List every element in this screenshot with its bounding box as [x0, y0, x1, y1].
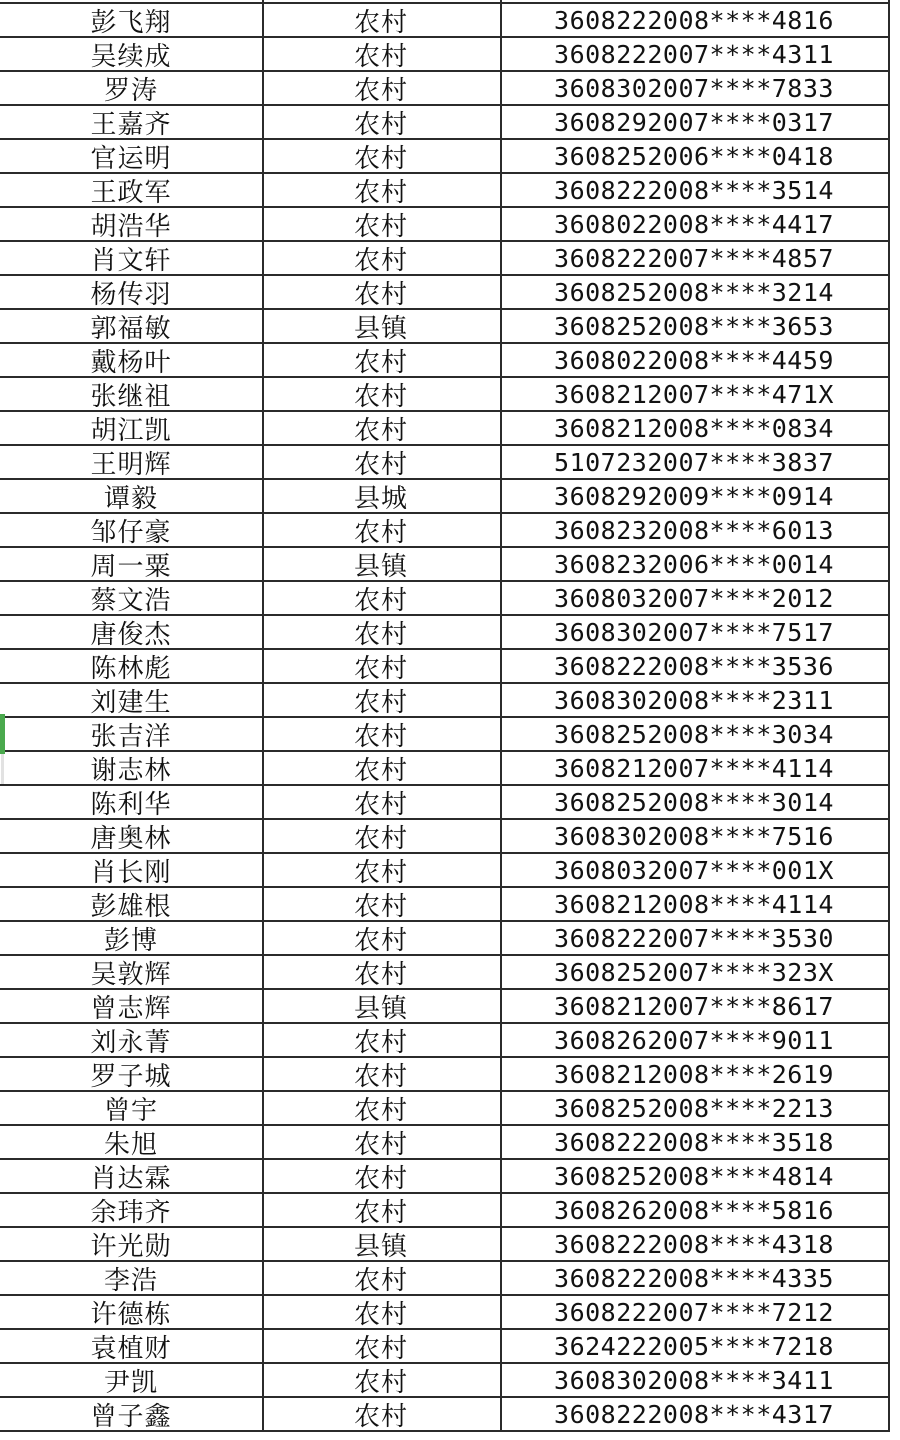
residence-category-cell[interactable]: 农村 — [353, 653, 408, 682]
student-name-cell[interactable]: 曾子鑫 — [90, 1401, 172, 1430]
residence-category-cell[interactable]: 农村 — [353, 143, 408, 172]
student-name-cell[interactable]: 王政军 — [90, 177, 172, 206]
selection-shadow — [1, 754, 4, 784]
id-number-cell[interactable]: 3608262008****5816 — [554, 1195, 834, 1225]
residence-category-cell[interactable]: 农村 — [353, 449, 408, 478]
student-name-cell[interactable]: 杨传羽 — [90, 279, 172, 308]
table-row — [0, 548, 890, 582]
partial-row-bottom — [0, 1432, 890, 1440]
student-name-cell[interactable]: 蔡文浩 — [90, 585, 172, 614]
residence-category-cell[interactable]: 农村 — [353, 687, 408, 716]
table-row — [0, 1058, 890, 1092]
student-name-cell[interactable]: 许德栋 — [90, 1299, 172, 1328]
id-number-cell[interactable]: 3608252008****2213 — [554, 1093, 834, 1123]
student-name-cell[interactable]: 彭飞翔 — [90, 7, 172, 36]
residence-category-cell[interactable]: 农村 — [353, 1333, 408, 1362]
student-name-cell[interactable]: 张继祖 — [90, 381, 172, 410]
id-number-cell[interactable]: 3608212008****0834 — [554, 413, 834, 443]
student-name-cell[interactable]: 王嘉齐 — [90, 109, 172, 138]
table-row — [0, 1330, 890, 1364]
student-name-cell[interactable]: 曾志辉 — [90, 993, 172, 1022]
id-number-cell[interactable]: 3608252008****3653 — [554, 311, 834, 341]
table-row — [0, 922, 890, 956]
id-number-cell[interactable]: 3608212007****8617 — [554, 991, 834, 1021]
table-row — [0, 208, 890, 242]
id-number-cell[interactable]: 3608222008****3514 — [554, 175, 834, 205]
table-row — [0, 1126, 890, 1160]
id-number-cell[interactable]: 3608212007****4114 — [554, 753, 834, 783]
student-name-cell[interactable]: 曾宇 — [103, 1095, 158, 1124]
table-row — [0, 412, 890, 446]
id-number-cell[interactable]: 3608232006****0014 — [554, 549, 834, 579]
residence-category-cell[interactable]: 农村 — [353, 245, 408, 274]
student-name-cell[interactable]: 肖长刚 — [90, 857, 172, 886]
residence-category-cell[interactable]: 农村 — [353, 959, 408, 988]
residence-category-cell[interactable]: 农村 — [353, 517, 408, 546]
student-name-cell[interactable]: 吴续成 — [90, 41, 172, 70]
residence-category-cell[interactable]: 农村 — [353, 41, 408, 70]
student-name-cell[interactable]: 王明辉 — [90, 449, 172, 478]
table-row — [0, 1262, 890, 1296]
table-row — [0, 1092, 890, 1126]
residence-category-cell[interactable]: 县镇 — [353, 551, 408, 580]
id-number-cell[interactable]: 3608302007****7517 — [554, 617, 834, 647]
id-number-cell[interactable]: 3608302008****3411 — [554, 1365, 834, 1395]
table-row — [0, 752, 890, 786]
student-name-cell[interactable]: 陈利华 — [90, 789, 172, 818]
table-row — [0, 1024, 890, 1058]
residence-category-cell[interactable]: 农村 — [353, 1265, 408, 1294]
residence-category-cell[interactable]: 农村 — [353, 891, 408, 920]
residence-category-cell[interactable]: 农村 — [353, 1367, 408, 1396]
residence-category-cell[interactable]: 农村 — [353, 1129, 408, 1158]
student-name-cell[interactable]: 罗子城 — [90, 1061, 172, 1090]
id-number-cell[interactable]: 5107232007****3837 — [554, 447, 834, 477]
id-number-cell[interactable]: 3608302008****7516 — [554, 821, 834, 851]
student-name-cell[interactable]: 袁植财 — [90, 1333, 172, 1362]
table-right-border — [888, 0, 890, 1440]
residence-category-cell[interactable]: 县城 — [353, 483, 408, 512]
column-divider-1 — [262, 0, 264, 1440]
table-row — [0, 854, 890, 888]
id-number-cell[interactable]: 3608032007****001X — [554, 855, 834, 885]
student-name-cell[interactable]: 余玮齐 — [90, 1197, 172, 1226]
column-divider-2 — [500, 0, 502, 1440]
table-row — [0, 990, 890, 1024]
student-name-cell[interactable]: 肖文轩 — [90, 245, 172, 274]
table-row — [0, 1228, 890, 1262]
student-name-cell[interactable]: 周一粟 — [90, 551, 172, 580]
residence-category-cell[interactable]: 农村 — [353, 177, 408, 206]
table-row — [0, 72, 890, 106]
table-row — [0, 820, 890, 854]
student-name-cell[interactable]: 邹仔豪 — [90, 517, 172, 546]
table-row — [0, 514, 890, 548]
residence-category-cell[interactable]: 农村 — [353, 755, 408, 784]
residence-category-cell[interactable]: 农村 — [353, 1299, 408, 1328]
student-name-cell[interactable]: 郭福敏 — [90, 313, 172, 342]
table-row — [0, 106, 890, 140]
id-number-cell[interactable]: 3608222008****4816 — [554, 5, 834, 35]
selected-cell-indicator — [0, 714, 5, 754]
table-row — [0, 4, 890, 38]
table-row — [0, 1160, 890, 1194]
id-number-cell[interactable]: 3608212008****4114 — [554, 889, 834, 919]
student-name-cell[interactable]: 张吉洋 — [90, 721, 172, 750]
id-number-cell[interactable]: 3608212007****471X — [554, 379, 834, 409]
table-row — [0, 1296, 890, 1330]
residence-category-cell[interactable]: 农村 — [353, 619, 408, 648]
table-row — [0, 140, 890, 174]
id-number-cell[interactable]: 3608222007****4311 — [554, 39, 834, 69]
id-number-cell[interactable]: 3608292007****0317 — [554, 107, 834, 137]
id-number-cell[interactable]: 3608262007****9011 — [554, 1025, 834, 1055]
student-name-cell[interactable]: 肖达霖 — [90, 1163, 172, 1192]
table-row — [0, 38, 890, 72]
table-row — [0, 1364, 890, 1398]
table-row — [0, 480, 890, 514]
residence-category-cell[interactable]: 农村 — [353, 381, 408, 410]
table-row — [0, 718, 890, 752]
id-number-cell[interactable]: 3608222008****4318 — [554, 1229, 834, 1259]
student-name-cell[interactable]: 尹凯 — [103, 1367, 158, 1396]
residence-category-cell[interactable]: 农村 — [353, 925, 408, 954]
residence-category-cell[interactable]: 农村 — [353, 279, 408, 308]
residence-category-cell[interactable]: 农村 — [353, 1197, 408, 1226]
id-number-cell[interactable]: 3608232008****6013 — [554, 515, 834, 545]
table-row — [0, 242, 890, 276]
table-row — [0, 582, 890, 616]
student-name-cell[interactable]: 刘永菁 — [90, 1027, 172, 1056]
student-name-cell[interactable]: 谭毅 — [103, 483, 158, 512]
table-row — [0, 616, 890, 650]
student-name-cell[interactable]: 唐俊杰 — [90, 619, 172, 648]
student-name-cell[interactable]: 谢志林 — [90, 755, 172, 784]
table-row — [0, 1194, 890, 1228]
student-name-cell[interactable]: 许光勋 — [90, 1231, 172, 1260]
residence-category-cell[interactable]: 农村 — [353, 823, 408, 852]
table-row — [0, 684, 890, 718]
table-row — [0, 1398, 890, 1432]
student-name-cell[interactable]: 吴敦辉 — [90, 959, 172, 988]
id-number-cell[interactable]: 3608212008****2619 — [554, 1059, 834, 1089]
table-row — [0, 650, 890, 684]
residence-category-cell[interactable]: 农村 — [353, 109, 408, 138]
residence-category-cell[interactable]: 农村 — [353, 1027, 408, 1056]
id-number-cell[interactable]: 3608302008****2311 — [554, 685, 834, 715]
table-row — [0, 786, 890, 820]
student-name-cell[interactable]: 刘建生 — [90, 687, 172, 716]
id-number-cell[interactable]: 3608252007****323X — [554, 957, 834, 987]
residence-category-cell[interactable]: 农村 — [353, 211, 408, 240]
residence-category-cell[interactable]: 农村 — [353, 585, 408, 614]
id-number-cell[interactable]: 3608252006****0418 — [554, 141, 834, 171]
student-name-cell[interactable]: 罗涛 — [103, 75, 158, 104]
student-name-cell[interactable]: 彭雄根 — [90, 891, 172, 920]
id-number-cell[interactable]: 3608252008****4814 — [554, 1161, 834, 1191]
residence-category-cell[interactable]: 农村 — [353, 1163, 408, 1192]
student-name-cell[interactable]: 李浩 — [103, 1265, 158, 1294]
id-number-cell[interactable]: 3608022008****4459 — [554, 345, 834, 375]
table-row — [0, 956, 890, 990]
id-number-cell[interactable]: 3624222005****7218 — [554, 1331, 834, 1361]
table-row — [0, 888, 890, 922]
table-row — [0, 276, 890, 310]
residence-category-cell[interactable]: 县镇 — [353, 313, 408, 342]
student-name-cell[interactable]: 彭博 — [103, 925, 158, 954]
student-name-cell[interactable]: 胡江凯 — [90, 415, 172, 444]
residence-category-cell[interactable]: 农村 — [353, 857, 408, 886]
residence-category-cell[interactable]: 农村 — [353, 347, 408, 376]
student-name-cell[interactable]: 官运明 — [90, 143, 172, 172]
id-number-cell[interactable]: 3608252008****3214 — [554, 277, 834, 307]
id-number-cell[interactable]: 3608032007****2012 — [554, 583, 834, 613]
table-row — [0, 378, 890, 412]
residence-category-cell[interactable]: 农村 — [353, 1401, 408, 1430]
id-number-cell[interactable]: 3608222007****3530 — [554, 923, 834, 953]
id-number-cell[interactable]: 3608222008****3518 — [554, 1127, 834, 1157]
residence-category-cell[interactable]: 农村 — [353, 7, 408, 36]
table-row — [0, 310, 890, 344]
table-row — [0, 174, 890, 208]
id-number-cell[interactable]: 3608222007****4857 — [554, 243, 834, 273]
id-number-cell[interactable]: 3608222008****3536 — [554, 651, 834, 681]
id-number-cell[interactable]: 3608252008****3034 — [554, 719, 834, 749]
id-number-cell[interactable]: 3608222008****4317 — [554, 1399, 834, 1429]
student-name-cell[interactable]: 戴杨叶 — [90, 347, 172, 376]
residence-category-cell[interactable]: 县镇 — [353, 1231, 408, 1260]
id-number-cell[interactable]: 3608222008****4335 — [554, 1263, 834, 1293]
table-rows — [0, 4, 890, 1432]
id-number-cell[interactable]: 3608022008****4417 — [554, 209, 834, 239]
student-name-cell[interactable]: 朱旭 — [103, 1129, 158, 1158]
residence-category-cell[interactable]: 农村 — [353, 1061, 408, 1090]
id-number-cell[interactable]: 3608252008****3014 — [554, 787, 834, 817]
residence-category-cell[interactable]: 农村 — [353, 1095, 408, 1124]
residence-category-cell[interactable]: 农村 — [353, 789, 408, 818]
table-row — [0, 446, 890, 480]
table-row — [0, 344, 890, 378]
residence-category-cell[interactable]: 农村 — [353, 721, 408, 750]
id-number-cell[interactable]: 3608222007****7212 — [554, 1297, 834, 1327]
id-number-cell[interactable]: 3608302007****7833 — [554, 73, 834, 103]
student-name-cell[interactable]: 唐奥林 — [90, 823, 172, 852]
student-name-cell[interactable]: 胡浩华 — [90, 211, 172, 240]
residence-category-cell[interactable]: 农村 — [353, 75, 408, 104]
residence-category-cell[interactable]: 农村 — [353, 415, 408, 444]
residence-category-cell[interactable]: 县镇 — [353, 993, 408, 1022]
id-number-cell[interactable]: 3608292009****0914 — [554, 481, 834, 511]
student-name-cell[interactable]: 陈林彪 — [90, 653, 172, 682]
